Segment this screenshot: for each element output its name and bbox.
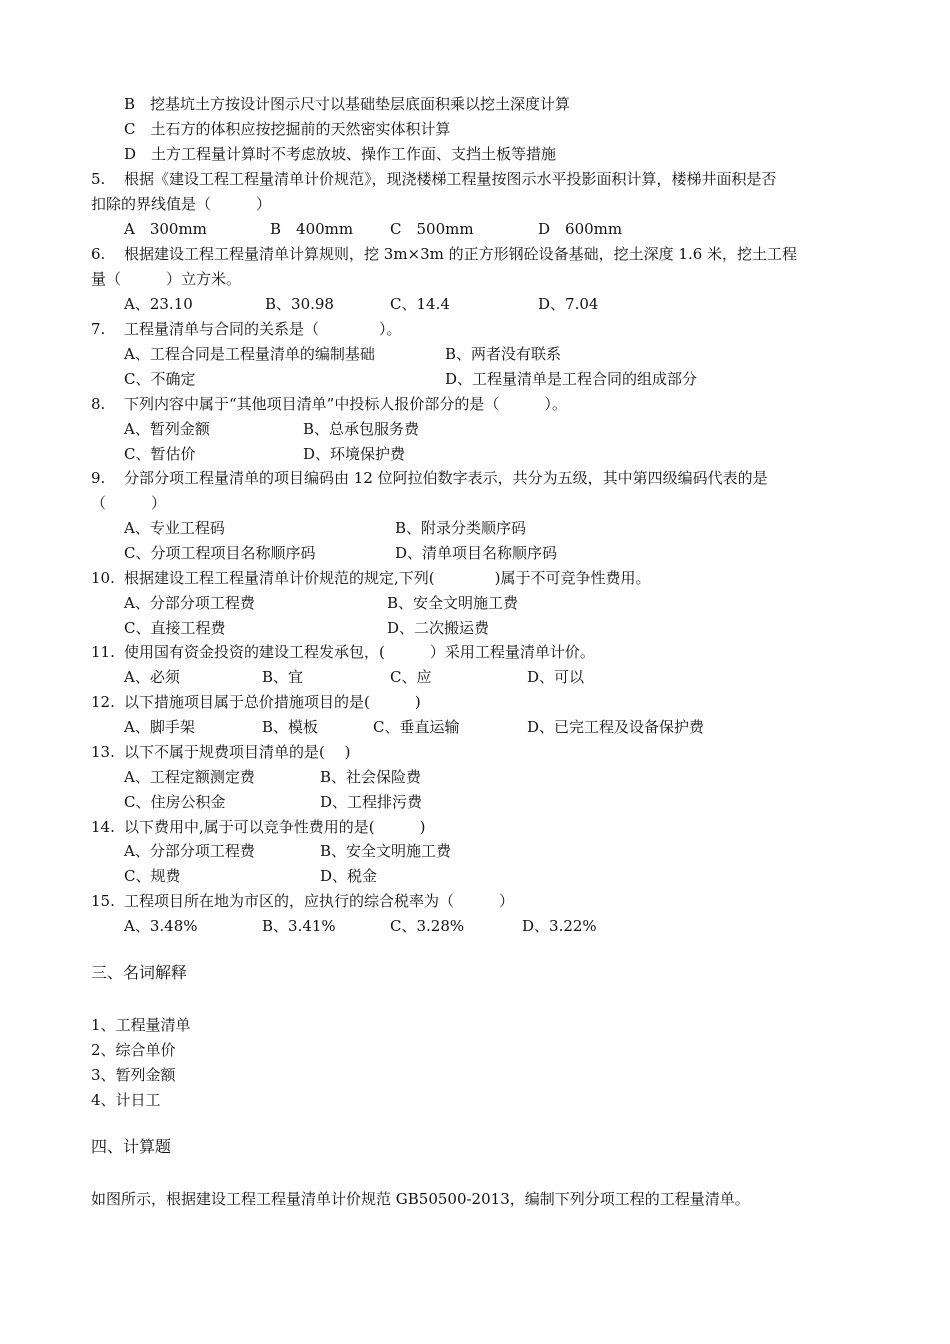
option-b: B、安全文明施工费 [387,594,519,612]
option-d: D、二次搬运费 [387,619,490,637]
question-text: 根据《建设工程工程量清单计价规范》，现浇楼梯工程量按图示水平投影面积计算，楼梯井面积是否 [124,170,777,188]
question-number: 11. [91,643,115,661]
option-b: B、模板 [262,718,319,736]
option-b: B、3.41% [262,917,336,935]
option-d: D、环境保护费 [303,445,406,463]
option-a: A、工程定额测定费 [124,768,255,786]
question-text: 以下不属于规费项目清单的是( ) [124,743,351,761]
option-c: C、规费 [124,867,181,885]
option-a: A、分部分项工程费 [124,842,255,860]
option-d: D、清单项目名称顺序码 [395,544,558,562]
option-c: C、应 [390,668,432,686]
option-text: C 土石方的体积应按挖掘前的天然密实体积计算 [124,120,451,138]
option-c: C、暂估价 [124,445,196,463]
option-c: C、直接工程费 [124,619,226,637]
option-d: D、已完工程及设备保护费 [527,718,705,736]
list-item: 4、计日工 [91,1091,161,1109]
option-c: C 500mm [390,220,474,238]
option-c: C、分项工程项目名称顺序码 [124,544,316,562]
option-d: D、3.22% [522,917,597,935]
option-a: A、分部分项工程费 [124,594,255,612]
option-d: D、税金 [320,867,378,885]
option-a: A、3.48% [124,917,198,935]
question-number: 15. [91,892,115,910]
option-a: A、脚手架 [124,718,195,736]
question-number: 9. [91,469,106,487]
question-text: 分部分项工程量清单的项目编码由 12 位阿拉伯数字表示，共分为五级，其中第四级编码代表的是 [124,469,768,487]
option-text: B 挖基坑土方按设计图示尺寸以基础垫层底面积乘以挖土深度计算 [124,95,571,113]
list-item: 3、暂列金额 [91,1066,176,1084]
option-d: D、工程排污费 [320,793,423,811]
option-a: A 300mm [124,220,207,238]
question-text: 下列内容中属于“其他项目清单”中投标人报价部分的是（ ）。 [124,395,567,413]
option-b: B、社会保险费 [320,768,422,786]
list-item: 1、工程量清单 [91,1016,191,1034]
option-a: A、必须 [124,668,180,686]
option-c: C、住房公积金 [124,793,226,811]
question-number: 5. [91,170,106,188]
option-c: C、不确定 [124,370,196,388]
option-a: A、工程合同是工程量清单的编制基础 [124,345,375,363]
option-a: A、暂列金额 [124,420,210,438]
option-b: B、安全文明施工费 [320,842,452,860]
question-text: 使用国有资金投资的建设工程发承包，( ）采用工程量清单计价。 [124,643,595,661]
option-c: C、3.28% [390,917,465,935]
option-b: B、宜 [262,668,304,686]
question-number: 10. [91,569,115,587]
question-number: 13. [91,743,115,761]
option-d: D、7.04 [538,295,599,313]
option-b: B 400mm [270,220,354,238]
question-number: 6. [91,245,106,263]
question-text: 扣除的界线值是（ ） [91,195,272,213]
question-text: 量（ ）立方米。 [91,270,242,288]
list-item: 2、综合单价 [91,1041,176,1059]
option-b: B、30.98 [265,295,334,313]
question-number: 14. [91,818,115,836]
option-b: B、两者没有联系 [445,345,562,363]
section-heading: 四、计算题 [91,1137,172,1156]
question-text: 以下措施项目属于总价措施项目的是( ) [124,693,421,711]
question-number: 12. [91,693,115,711]
question-number: 8. [91,395,106,413]
question-text: （ ） [91,494,167,512]
question-text: 以下费用中,属于可以竞争性费用的是( ) [124,818,426,836]
question-text: 工程项目所在地为市区的，应执行的综合税率为（ ） [124,892,515,910]
option-d: D、工程量清单是工程合同的组成部分 [445,370,698,388]
question-number: 7. [91,320,106,338]
option-a: A、专业工程码 [124,519,225,537]
question-text: 工程量清单与合同的关系是（ ）。 [124,320,402,338]
option-c: C、14.4 [390,295,450,313]
option-d: D、可以 [527,668,585,686]
section-heading: 三、名词解释 [91,963,188,982]
option-b: B、总承包服务费 [303,420,420,438]
option-b: B、附录分类顺序码 [395,519,527,537]
option-text: D 土方工程量计算时不考虑放坡、操作工作面、支挡土板等措施 [124,145,557,163]
question-text: 根据建设工程工程量清单计算规则，挖 3m×3m 的正方形钢砼设备基础，挖土深度 1.6 米，挖土工程 [124,245,798,263]
question-text: 根据建设工程工程量清单计价规范的规定,下列( )属于不可竞争性费用。 [124,569,651,587]
option-a: A、23.10 [124,295,193,313]
option-d: D 600mm [538,220,623,238]
paragraph: 如图所示，根据建设工程工程量清单计价规范 GB50500-2013，编制下列分项工程的工程量清单。 [91,1190,750,1208]
option-c: C、垂直运输 [373,718,460,736]
